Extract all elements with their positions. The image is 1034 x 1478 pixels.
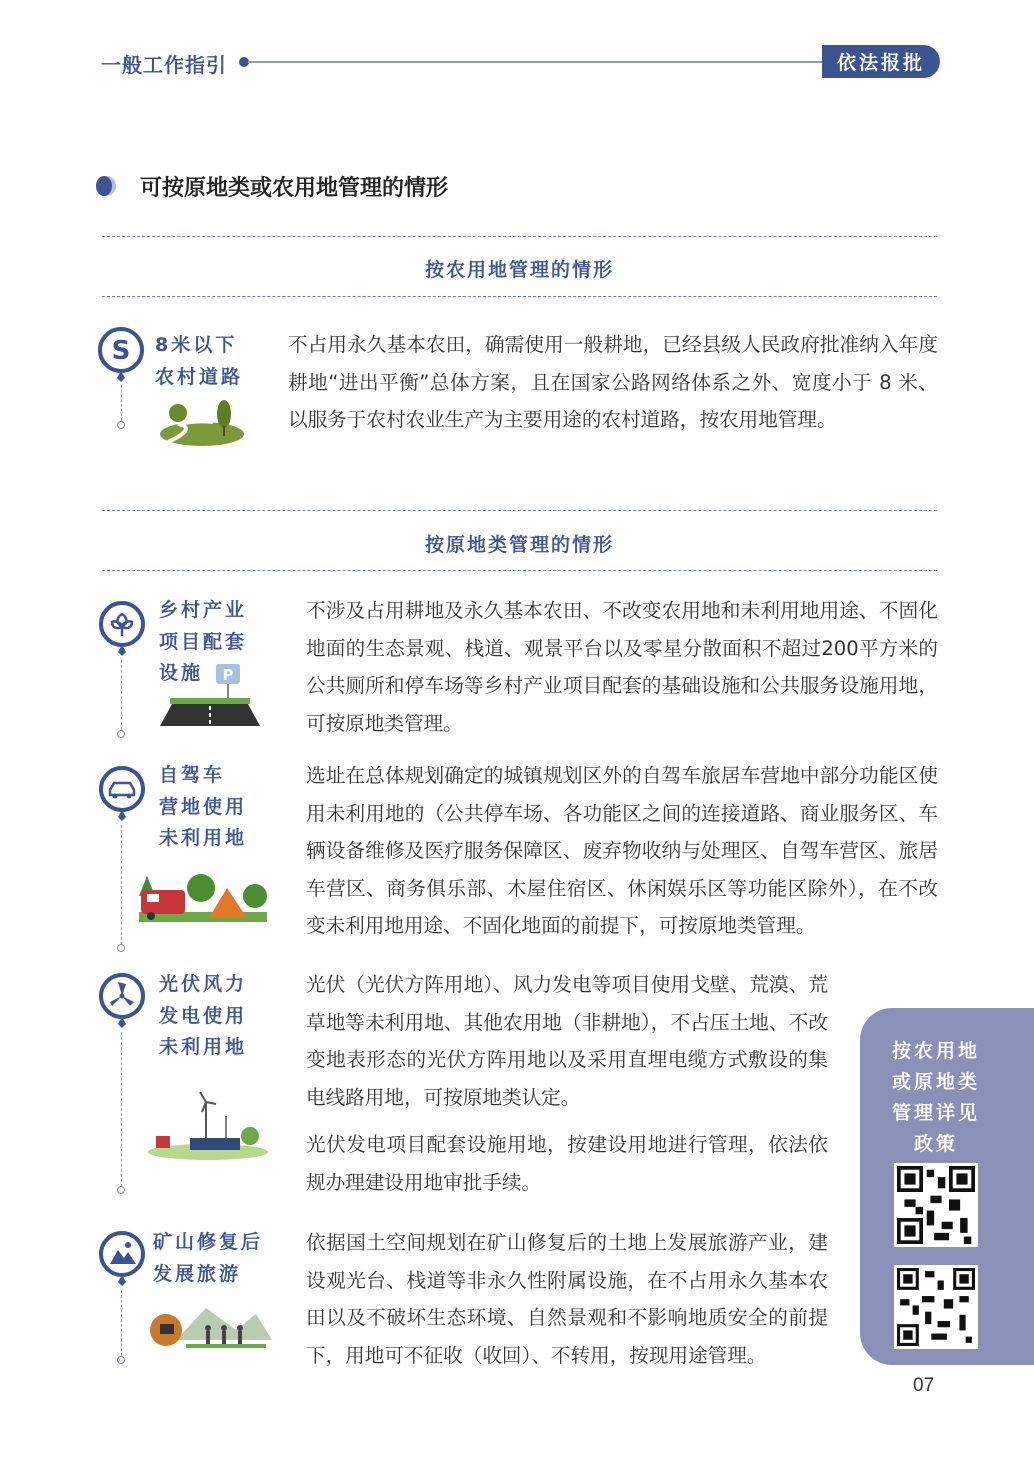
flower-icon xyxy=(98,600,146,656)
divider xyxy=(102,236,937,237)
item-description: 依据国土空间规划在矿山修复后的土地上发展旅游产业，建设观光台、栈道等非永久性附属设施，在不占用永久基本农田以及不破坏生态环境、自然景观和不影响地质安全的前提下，用地可不征收（收回）、不转用，按现用途管理。 xyxy=(306,1231,828,1367)
road-icon xyxy=(97,326,145,382)
item-description-2: 光伏发电项目配套设施用地，按建设用地进行管理，依法依规办理建设用地审批手续。 xyxy=(306,1133,828,1194)
timeline xyxy=(121,385,122,421)
hiking-illustration xyxy=(146,1300,272,1352)
qr-code-1[interactable] xyxy=(894,1163,978,1247)
car-icon xyxy=(98,765,146,821)
item-description: 选址在总体规划确定的城镇规划区外的自驾车旅居车营地中部分功能区使用未利用地的（公共停车场、各功能区之间的连接道路、商业服务区、车辆设备维修及医疗服务保障区、废弃物收纳与处理区、自驾车营区、旅居车营区、商务俱乐部、木屋住宿区、休闲娱乐区等功能区除外），在不改变未利用地用途、不固化地面的前提下，可按原地类管理。 xyxy=(306,764,938,937)
timeline xyxy=(121,825,122,945)
running-header: 一般工作指引 xyxy=(101,53,227,77)
title-bullet xyxy=(96,176,112,196)
timeline xyxy=(121,1032,122,1187)
solar-wind-illustration xyxy=(146,1092,270,1162)
sidebar-text: 按农用地 或原地类 管理详见 政策 xyxy=(891,1040,980,1155)
header-rule xyxy=(248,61,828,63)
timeline-dot xyxy=(117,730,125,738)
rural-road-illustration xyxy=(158,398,246,448)
timeline-dot xyxy=(117,1186,125,1194)
page-number: 07 xyxy=(913,1375,935,1396)
item-label: 矿山修复后 发展旅游 xyxy=(153,1231,264,1285)
svg-text:S: S xyxy=(111,336,131,366)
chapter-badge: 依法报批 xyxy=(822,45,940,78)
parking-illustration xyxy=(158,662,262,730)
item-description: 不占用永久基本农田，确需使用一般耕地，已经县级人民政府批准纳入年度耕地“进出平衡”总体方案，且在国家公路网络体系之外、宽度小于 8 米、以服务于农村农业生产为主要用途的农村道路，按农用地管理。 xyxy=(288,333,938,431)
camping-illustration xyxy=(137,866,269,926)
timeline xyxy=(121,660,122,730)
qr-code-2[interactable] xyxy=(894,1265,978,1349)
subheading-original: 按原地类管理的情形 xyxy=(424,534,614,556)
timeline-dot xyxy=(117,421,125,429)
mountain-icon xyxy=(98,1230,146,1286)
timeline-dot xyxy=(117,944,125,952)
subheading-farmland: 按农用地管理的情形 xyxy=(424,259,614,281)
timeline xyxy=(121,1290,122,1356)
windmill-icon xyxy=(98,972,146,1028)
divider xyxy=(102,510,937,511)
divider xyxy=(102,296,937,297)
item-label: 自驾车 营地使用 未利用地 xyxy=(159,764,248,849)
page-title: 可按原地类或农用地管理的情形 xyxy=(140,176,449,201)
item-label: 乡村产业 项目配套 设施 xyxy=(159,599,248,684)
item-description: 不涉及占用耕地及永久基本农田、不改变农用地和未利用地用途、不固化地面的生态景观、栈道、观景平台以及零星分散面积不超过200平方米的公共厕所和停车场等乡村产业项目配套的基础设施和公共服务设施用地，可按原地类管理。 xyxy=(306,599,938,735)
divider xyxy=(102,570,937,571)
svg-text:P: P xyxy=(222,666,234,684)
item-label: 8米以下 农村道路 xyxy=(155,334,244,388)
item-label: 光伏风力 发电使用 未利用地 xyxy=(159,973,248,1058)
timeline-dot xyxy=(117,1356,125,1364)
item-description: 光伏（光伏方阵用地）、风力发电等项目使用戈壁、荒漠、荒草地等未利用地、其他农用地（非耕地），不占压土地、不改变地表形态的光伏方阵用地以及采用直埋电缆方式敷设的集电线路用地，可按原地类认定。 xyxy=(306,973,828,1109)
